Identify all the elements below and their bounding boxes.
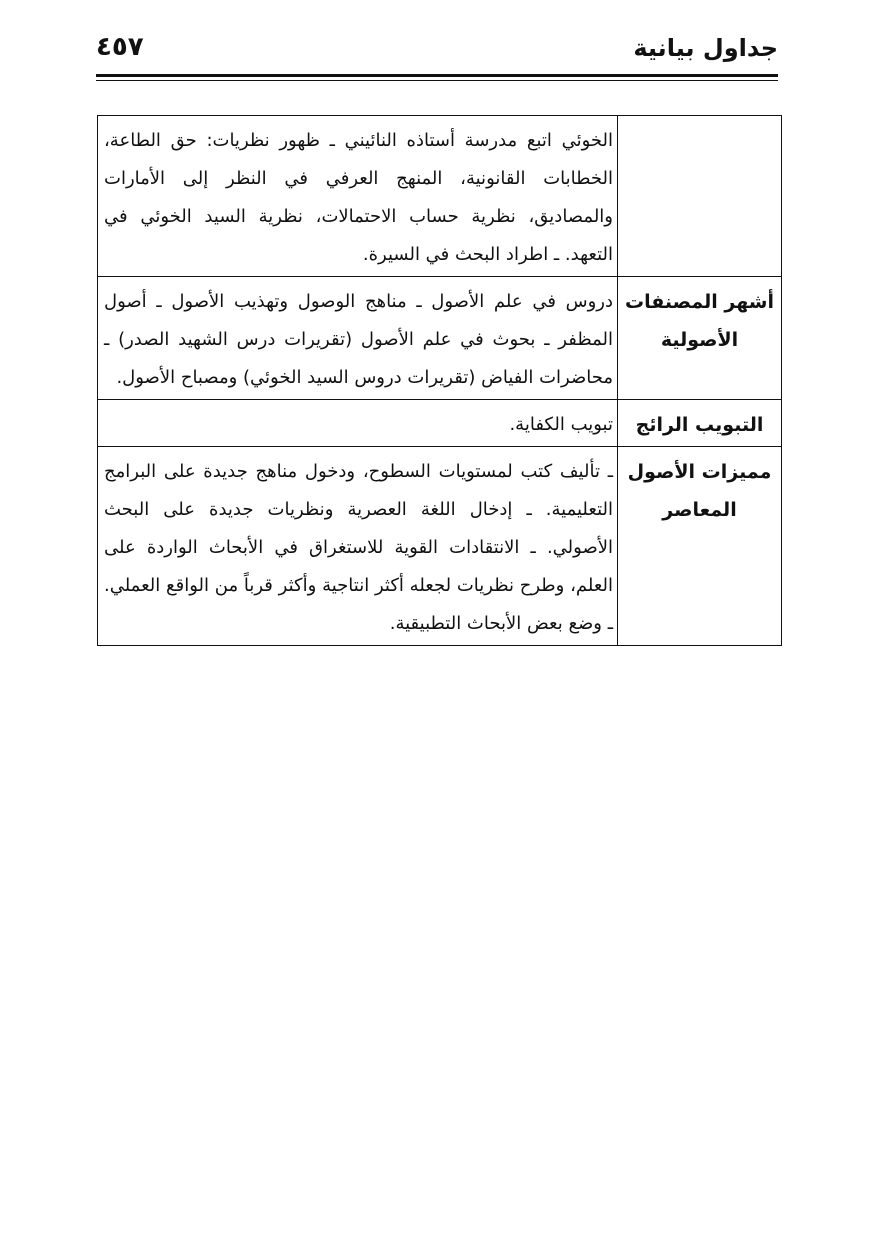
table-row xyxy=(98,277,782,400)
header-rule-thin xyxy=(96,80,778,81)
table-row xyxy=(98,400,782,447)
row-label: التبويب الرائج xyxy=(618,400,782,447)
row-content: دروس في علم الأصول ـ مناهج الوصول وتهذيب الأصول ـ أصول المظفر ـ بحوث في علم الأصول (تقريرات درس الشهيد الصدر) ـ محاضرات الفياض (تقريرات دروس السيد الخوئي) ومصباح الأصول. xyxy=(98,277,618,400)
table-row xyxy=(98,447,782,646)
table-row xyxy=(98,116,782,277)
data-table xyxy=(97,115,782,646)
running-header-title: جداول بيانية xyxy=(633,34,778,62)
row-content: ـ تأليف كتب لمستويات السطوح، ودخول مناهج جديدة على البرامج التعليمية. ـ إدخال اللغة العصرية ونظريات جديدة على البحث الأصولي. ـ الانتقادات القوية للاستغراق في الأبحاث الواردة على العلم، وطرح نظريات لجعله أكثر انتاجية وأكثر قرباً من الواقع العملي. ـ وضع بعض الأبحاث التطبيقية. xyxy=(98,447,618,646)
page-number: ٤٥٧ xyxy=(96,32,144,62)
header-rule-thick xyxy=(96,74,778,77)
row-label: أشهر المصنفات الأصولية xyxy=(618,277,782,400)
row-label xyxy=(618,116,782,277)
page-header xyxy=(96,28,778,72)
row-label: مميزات الأصول المعاصر xyxy=(618,447,782,646)
row-content: الخوئي اتبع مدرسة أستاذه النائيني ـ ظهور نظريات: حق الطاعة، الخطابات القانونية، المنهج العرفي في النظر إلى الأمارات والمصاديق، نظرية حساب الاحتمالات، نظرية السيد الخوئي في التعهد. ـ اطراد البحث في السيرة. xyxy=(98,116,618,277)
row-content: تبويب الكفاية. xyxy=(98,400,618,447)
